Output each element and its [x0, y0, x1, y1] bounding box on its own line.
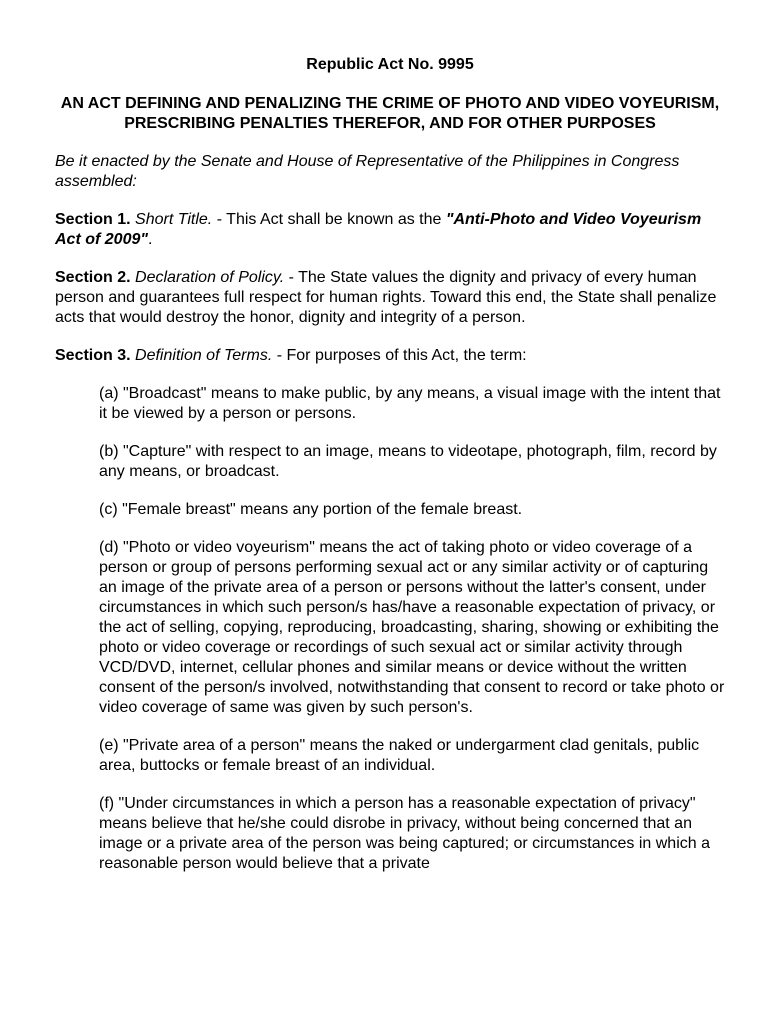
section-1 — [55, 210, 725, 250]
act-title: AN ACT DEFINING AND PENALIZING THE CRIME OF PHOTO AND VIDEO VOYEURISM, PRESCRIBING PENALTIES THEREFOR, AND FOR OTHER PURPOSES — [60, 95, 720, 132]
section-2-heading: Declaration of Policy. — [135, 269, 285, 286]
definition-private-area: (e) "Private area of a person" means the naked or undergarment clad genitals, public area, buttocks or female breast of an individual. — [99, 737, 700, 774]
definition-broadcast: (a) "Broadcast" means to make public, by any means, a visual image with the intent that it be viewed by a person or persons. — [99, 385, 721, 422]
section-3-heading: Definition of Terms. — [135, 347, 273, 364]
section-1-text-end: . — [147, 231, 153, 248]
section-2-text: - The State values the dignity and privacy of every human person and guarantees full respect for human rights. Toward this end, the State shall penalize acts that would destroy the honor, dignity and integrity of a person. — [55, 269, 717, 326]
definition-photo-video-voyeurism: (d) "Photo or video voyeurism" means the act of taking photo or video coverage of a person or group of persons performing sexual act or any similar activity or of capturing an image of the private area of a person or persons without the latter's consent, under circumstances in which such person/s has/have a reasonable expectation of privacy, or the act of selling, copying, reproducing, broadcasting, sharing, showing or exhibiting the photo or video coverage or recordings of such sexual act or similar activity through VCD/DVD, internet, cellular phones and similar means or device without the written consent of the person/s involved, notwithstanding that consent to record or take photo or video coverage of same was given by such person's. — [99, 539, 725, 716]
section-2 — [55, 268, 725, 328]
section-1-heading: Short Title. — [135, 211, 213, 228]
act-number: Republic Act No. 9995 — [306, 56, 474, 73]
section-1-label: Section 1. — [55, 211, 131, 228]
definition-capture: (b) "Capture" with respect to an image, means to videotape, photograph, film, record by any means, or broadcast. — [99, 443, 717, 480]
definition-female-breast: (c) "Female breast" means any portion of the female breast. — [99, 501, 523, 518]
section-2-label: Section 2. — [55, 269, 131, 286]
definition-expectation-of-privacy: (f) "Under circumstances in which a person has a reasonable expectation of privacy" means believe that he/she could disrobe in privacy, without being concerned that an image or a private area of the person was being captured; or circumstances in which a reasonable person would believe that a private — [99, 795, 710, 872]
enacting-clause: Be it enacted by the Senate and House of Representative of the Philippines in Congress assembled: — [55, 153, 680, 190]
act-short-title: "Anti-Photo and Video Voyeurism Act of 2009" — [55, 211, 702, 248]
section-1-text: - This Act shall be known as the — [212, 211, 446, 228]
document-body — [55, 55, 725, 892]
section-3-text: - For purposes of this Act, the term: — [272, 347, 527, 364]
definition-list — [55, 384, 725, 874]
section-3-label: Section 3. — [55, 347, 131, 364]
section-3 — [55, 346, 725, 366]
